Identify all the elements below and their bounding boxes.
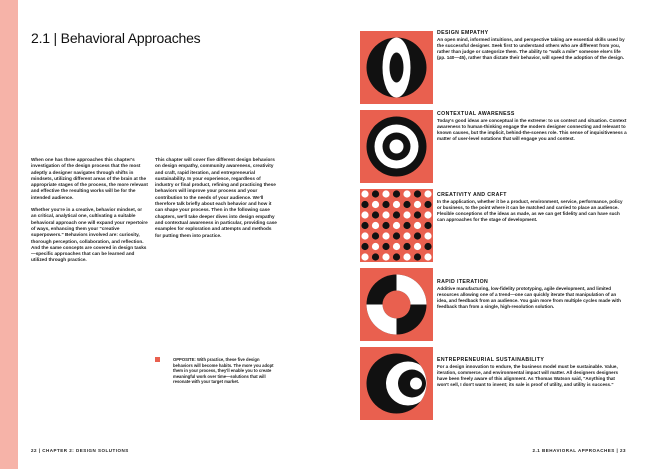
pattern-dot: [372, 232, 379, 239]
section-body: An open mind, informed intuitions, and perspective taking are essential skills used by the successful designer. Seek first to understand others who are different from you, rather than judge or categorize them. The ability to "walk a mile" someone else's life (pp. 140—45), rather than dictate their behavior, will speed the adoption of the design.: [437, 37, 625, 61]
section-body: In the application, whether it be a product, environment, service, performance, policy or business, to the point where it can be matched and carried to place an audience. Flexible conceptions of the ideas as made, as we can get fidelity and can have such can approaches for the stage of development.: [437, 199, 623, 223]
pattern-dot: [361, 190, 368, 197]
pattern-dot: [424, 243, 431, 250]
footer-right-folio: 2.1 BEHAVIORAL APPROACHES | 23: [532, 448, 626, 453]
section-body: Additive manufacturing, low-fidelity prototyping, agile development, and limited resources allowing one of a trend—one can quickly iterate that manipulation of an idea, and feedback from an audience. You gain more from multiple cycles made with feedback than from a single, high-resolution solution.: [437, 286, 621, 310]
pattern-dot: [393, 222, 400, 229]
pattern-dot: [414, 190, 421, 197]
pattern-dot: [382, 243, 389, 250]
pattern-dot: [382, 222, 389, 229]
pattern-dot: [382, 201, 389, 208]
pattern-dot: [414, 243, 421, 250]
left-accent-strip: [0, 0, 18, 469]
pattern-dot: [414, 253, 421, 260]
pattern-dot: [403, 190, 410, 197]
pattern-dot: [382, 211, 389, 218]
section-creativity-craft: [437, 192, 627, 223]
rapid-iteration-graphic: [360, 268, 433, 341]
pattern-dot: [393, 201, 400, 208]
pattern-dot: [414, 232, 421, 239]
pattern-dot: [393, 211, 400, 218]
overview-column: [155, 157, 278, 245]
section-heading: CONTEXTUAL AWARENESS: [437, 111, 515, 117]
section-heading: CREATIVITY AND CRAFT: [437, 192, 507, 198]
pattern-dot: [424, 190, 431, 197]
pattern-dot: [403, 243, 410, 250]
pattern-dot: [372, 190, 379, 197]
pattern-dot: [424, 232, 431, 239]
pattern-dot: [361, 232, 368, 239]
section-rapid-iteration: [437, 279, 627, 310]
pattern-dot: [361, 201, 368, 208]
pattern-dot: [414, 222, 421, 229]
pattern-dot: [403, 211, 410, 218]
section-body: For a design innovation to endure, the business model must be sustainable. Value, iteration, commerce, and environmental impact will matter. All designers designers have been freely aware of this alignment. As Thomas Watson said, "Anything that won't sell, I don't want to invent; its sale is proof of utility, and utility is success.": [437, 364, 619, 388]
section-body: Today's good ideas are conceptual in the extreme: to us context and situation. Context awareness to human-thinking engage the modern designer connecting and relevant to known causes, but the implicit, behind-the-scenes role. This sense of inquisitiveness a matter of user-level notations that will engage you and context.: [437, 118, 627, 142]
pattern-dot: [403, 222, 410, 229]
pattern-dot: [361, 222, 368, 229]
pattern-dot: [372, 243, 379, 250]
section-design-empathy: [437, 30, 627, 61]
pattern-dot: [372, 211, 379, 218]
pattern-dot: [372, 222, 379, 229]
pattern-dot: [372, 253, 379, 260]
creativity-craft-graphic: [360, 189, 433, 262]
overview-paragraph: This chapter will cover five different design behaviors on design empathy, community awareness, creativity and craft, rapid iteration, and entrepreneurial sustainability. In your experience, regardless of industry or final product, refining and practicing these behaviors will improve your process and your contribution to the needs of your audience. We'll therefore talk briefly about each behavior and how it can shape your process. Then in the following case chapters, we'll take deeper dives into design empathy and contextual awareness in particular, providing case examples for exploration and attempts and methods for putting them into practice.: [155, 157, 277, 238]
design-empathy-graphic: [360, 31, 433, 104]
section-entrepreneurial-sustainability: [437, 357, 627, 388]
pattern-dot: [424, 253, 431, 260]
pattern-dot: [382, 253, 389, 260]
caption-note: OPPOSITE: With practice, these five design behaviors will become habits. The more you adopt them in your process, they'll enable you to create meaningful work over time—solutions that will resonate with your target market.: [173, 357, 274, 385]
section-heading: DESIGN EMPATHY: [437, 30, 489, 36]
pattern-dot: [393, 253, 400, 260]
pattern-dot: [372, 201, 379, 208]
section-heading: ENTREPRENEURIAL SUSTAINABILITY: [437, 357, 545, 363]
pattern-dot: [424, 201, 431, 208]
intro-paragraph-1: When one has three approaches this chapter's investigation of the design process that the most adeptly a designer navigates through shifts in mindsets, utilizing different areas of the brain at the appropriate stages of the process, the more relevant and effective the resulting works will be for the intended audience.: [31, 157, 148, 200]
section-heading: RAPID ITERATION: [437, 279, 489, 285]
pattern-dot: [424, 211, 431, 218]
pattern-dot: [382, 190, 389, 197]
pattern-dot: [393, 243, 400, 250]
pattern-dot: [393, 190, 400, 197]
pattern-dot: [414, 201, 421, 208]
pattern-dot: [393, 232, 400, 239]
entrepreneurial-sustainability-graphic: [360, 347, 433, 420]
pattern-dot: [361, 211, 368, 218]
pattern-dot: [361, 253, 368, 260]
footer-left-folio: 22 | CHAPTER 2: DESIGN SOLUTIONS: [31, 448, 129, 453]
intro-column: [31, 157, 148, 270]
contextual-awareness-graphic: [360, 110, 433, 183]
pattern-dot: [403, 253, 410, 260]
section-contextual-awareness: [437, 111, 627, 142]
pattern-dot: [382, 232, 389, 239]
pattern-dot: [403, 201, 410, 208]
caption-marker-icon: [155, 357, 160, 362]
pattern-dot: [414, 211, 421, 218]
pattern-dot: [361, 243, 368, 250]
page-title: 2.1 | Behavioral Approaches: [31, 30, 201, 46]
pattern-dot: [403, 232, 410, 239]
pattern-dot: [424, 222, 431, 229]
intro-paragraph-2: Whether you're in a creative, behavior mindset, or an critical, analytical one, cultivating a suitable behavioral approach one will expand your repertoire of ways, enhancing them your "creative superpowers." Behaviors involved are: curiosity, thorough perception, collaboration, and reflection. And the same concepts are covered in design tasks—specific approaches that can be learned and utilized through practice.: [31, 207, 148, 263]
